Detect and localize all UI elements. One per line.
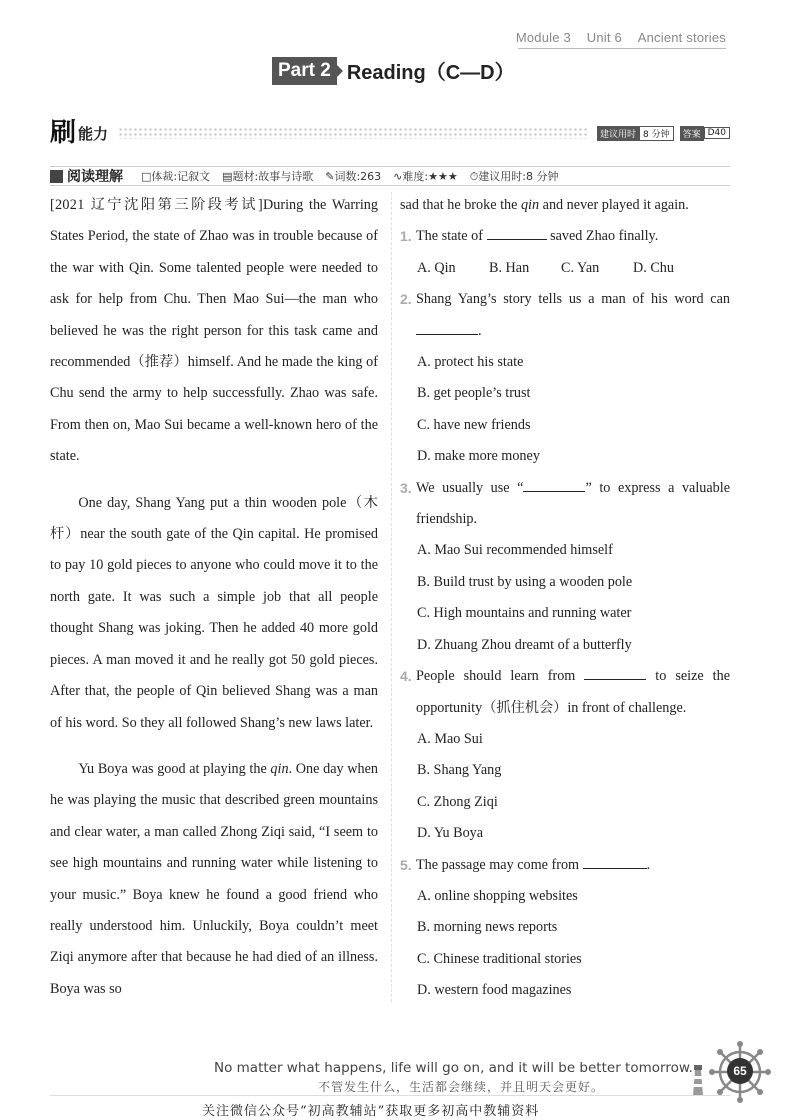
module-label: Module 3 xyxy=(515,30,571,45)
question-2: 2. Shang Yang’s story tells us a man of his word can . A. protect his state B. get people’s trust C. have new friends D. make more money xyxy=(400,284,730,472)
option[interactable]: C. Zhong Ziqi xyxy=(417,793,498,810)
question-5: 5. The passage may come from . A. online shopping websites B. morning news reports C. Chinese traditional stories D. western food magazines xyxy=(400,850,730,1007)
answer-key: 答案 xyxy=(680,126,704,141)
dotted-rule xyxy=(118,127,587,139)
watermark-text: 关注微信公众号“初高教辅站”获取更多初高中教辅资料 xyxy=(202,1104,540,1119)
answer-blank[interactable] xyxy=(583,855,647,869)
header-divider xyxy=(518,48,726,49)
option[interactable]: C. Chinese traditional stories xyxy=(417,950,582,967)
word-count-info: ✎词数:263 xyxy=(325,170,382,183)
option[interactable]: A. Mao Sui xyxy=(417,730,483,747)
suggested-time-value: 8 分钟 xyxy=(639,126,674,141)
unit-label: Unit 6 xyxy=(586,30,622,45)
part-label: Part 2 xyxy=(272,57,337,85)
passage xyxy=(50,190,378,1005)
option[interactable]: B. get people’s trust xyxy=(417,385,531,402)
option[interactable]: A. Qin xyxy=(417,259,456,276)
passage-paragraph-2: One day, Shang Yang put a thin wooden pole（木杆）near the south gate of the Qin capital. He promised to pay 10 gold pieces to anyone who could move it to the north gate. It was such a simple job that all people thought Shang was joking. Then he added 40 more gold pieces. A man moved it and he really got 50 gold pieces. After that, the people of Qin believed Shang was a man of his word. So they all followed Shang’s new laws later. xyxy=(50,494,378,731)
running-header xyxy=(504,30,726,45)
question-4: 4. People should learn from to seize the opportunity（抓住机会）in front of challenge. A. Mao Sui B. Shang Yang C. Zhong Ziqi D. Yu Boya xyxy=(400,661,730,849)
option[interactable]: B. Build trust by using a wooden pole xyxy=(417,573,633,590)
column-divider xyxy=(391,192,392,1002)
answer-blank[interactable] xyxy=(416,321,478,335)
footer-divider xyxy=(50,1095,730,1096)
section-square-icon xyxy=(50,170,63,183)
genre-info: □体裁:记叙文 xyxy=(141,170,211,183)
option[interactable]: B. Han xyxy=(489,259,530,276)
question-1: 1. The state of saved Zhao finally. A. Qin B. Han C. Yan D. Chu xyxy=(400,221,730,284)
option[interactable]: D. make more money xyxy=(417,448,540,465)
option[interactable]: D. Chu xyxy=(633,259,674,276)
ability-label: 能力 xyxy=(78,124,109,143)
topic-label: Ancient stories xyxy=(637,30,726,45)
time-info: ⏱建议用时:8 分钟 xyxy=(469,170,559,183)
option[interactable]: D. Yu Boya xyxy=(417,825,484,842)
option[interactable]: D. western food magazines xyxy=(417,982,572,999)
question-3: 3. We usually use “ ” to express a valuable friendship. A. Mao Sui recommended himself B. Build trust by using a wooden pole C. High mountains and running water D. Zhuang Zhou dreamt of a butterfly xyxy=(400,473,730,661)
passage-continuation: sad that he broke the qin and never played it again. xyxy=(400,197,689,213)
option[interactable]: A. protect his state xyxy=(417,354,524,371)
option[interactable]: C. Yan xyxy=(561,259,600,276)
answer-blank[interactable] xyxy=(523,478,585,492)
part-heading xyxy=(272,56,515,85)
ability-bar xyxy=(50,116,730,148)
option[interactable]: A. Mao Sui recommended himself xyxy=(417,542,613,559)
suggested-time-key: 建议用时 xyxy=(597,126,639,141)
questions xyxy=(400,190,730,1007)
part-arrow-icon xyxy=(337,65,343,77)
option[interactable]: B. morning news reports xyxy=(417,919,558,936)
difficulty-info: ∿难度:★★★ xyxy=(393,170,458,183)
option[interactable]: C. High mountains and running water xyxy=(417,605,632,622)
part-title: Reading（C—D） xyxy=(346,62,515,84)
passage-paragraph-1: [2021 辽宁沈阳第三阶段考试]During the Warring States Period, the state of Zhao was in trouble because of the war with Qin. Some talented people were needed to ask for help from Chu. Then Mao Sui—the man who believed he was the right person for this task came and recommended（推荐）himself. And he made the king of Chu send the army to help successfully. Zhao was safe. From then on, Mao Sui became a well-known hero of the state. xyxy=(50,197,378,465)
footer-quote-en: No matter what happens, life will go on, and it will be better tomorrow. xyxy=(214,1060,693,1076)
answer-tag xyxy=(680,126,730,141)
answer-page: D40 xyxy=(704,127,730,139)
answer-blank[interactable] xyxy=(584,666,646,680)
footer-quote-cn: 不管发生什么，生活都会继续，并且明天会更好。 xyxy=(318,1080,605,1094)
theme-info: ▤题材:故事与诗歌 xyxy=(222,170,314,183)
lighthouse-icon xyxy=(690,1062,706,1098)
option[interactable]: D. Zhuang Zhou dreamt of a butterfly xyxy=(417,636,632,653)
option[interactable]: B. Shang Yang xyxy=(417,762,502,779)
option[interactable]: A. online shopping websites xyxy=(417,887,578,904)
suggested-time-tag xyxy=(597,126,674,141)
page-number: 65 xyxy=(727,1058,753,1084)
section-title: 阅读理解 xyxy=(67,169,123,185)
option[interactable]: C. have new friends xyxy=(417,416,531,433)
passage-paragraph-3: Yu Boya was good at playing the qin. One day when he was playing the music that described green mountains and clear water, a man called Zhong Ziqi said, “I seem to see high mountains and running water while listening to your music.” Boya knew he found a good friend who really understood him. Unluckily, Boya couldn’t meet Ziqi anymore after that because he had died of an illness. Boya was so xyxy=(50,760,378,997)
section-bar xyxy=(50,166,730,186)
passage-source: [2021 辽宁沈阳第三阶段考试] xyxy=(50,197,264,213)
ability-big-char: 刷 xyxy=(50,117,77,148)
answer-blank[interactable] xyxy=(487,226,547,240)
